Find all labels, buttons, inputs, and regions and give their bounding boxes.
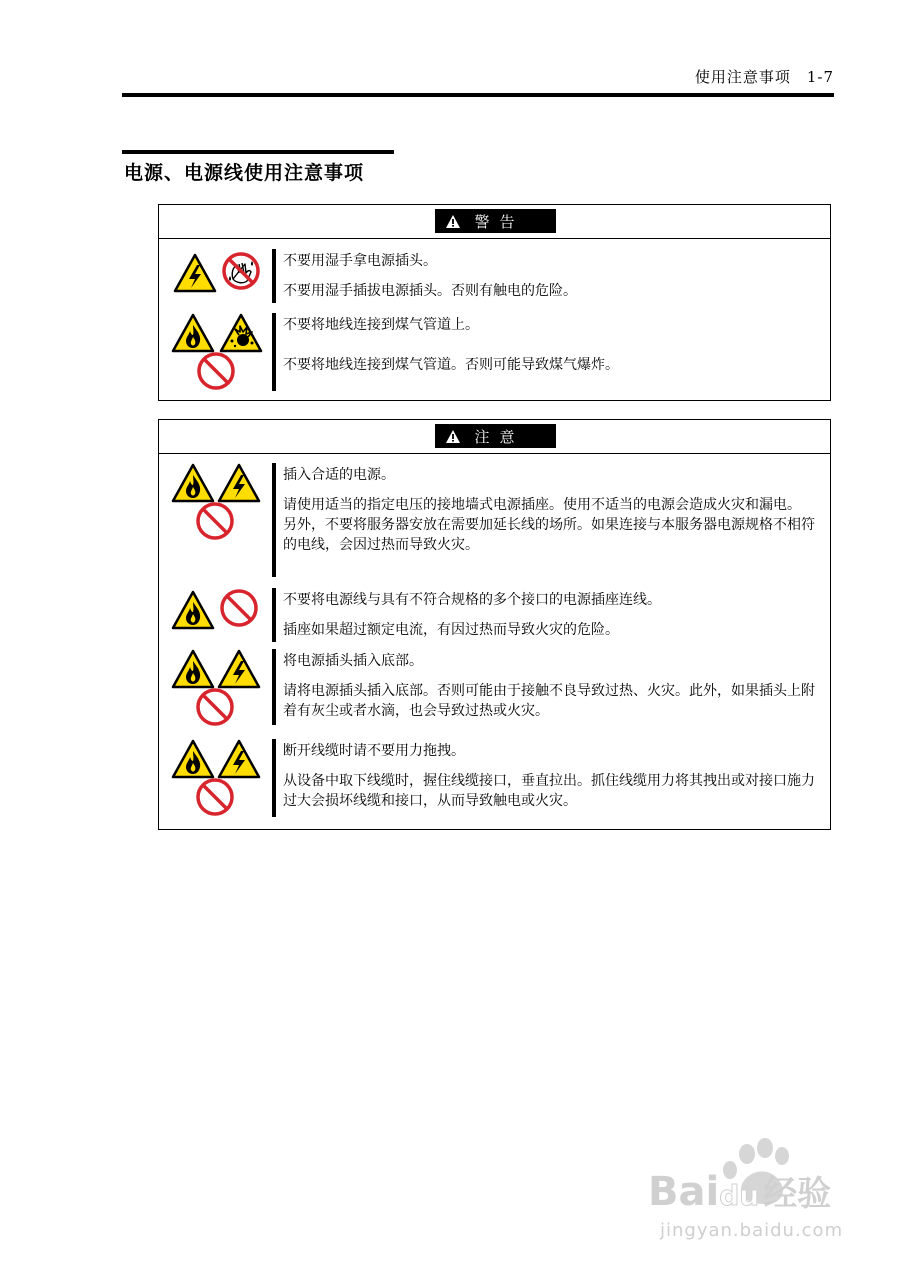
watermark-brand-du: du (719, 1179, 760, 1212)
entry-text (283, 251, 820, 301)
entry-bar (272, 649, 276, 725)
shock-warning-icon (173, 253, 217, 293)
watermark-url: jingyan.baidu.com (660, 1220, 844, 1241)
prohibition-icon (195, 777, 235, 817)
entry-bar (272, 463, 276, 577)
section-title: 电源、电源线使用注意事项 (124, 162, 365, 184)
entry-title: 不要将地线连接到煤气管道上。 (283, 317, 479, 333)
entry-title: 插入合适的电源。 (283, 467, 395, 483)
fire-warning-icon (171, 590, 215, 630)
entry-body: 请使用适当的指定电压的接地墙式电源插座。使用不适当的电源会造成火灾和漏电。 (283, 497, 801, 513)
entry-text (283, 465, 820, 555)
entry-bar (272, 739, 276, 817)
warning-header (159, 205, 830, 239)
shock-warning-icon (217, 649, 261, 689)
prohibition-icon (219, 588, 259, 628)
entry-bar (272, 588, 276, 642)
fire-warning-icon (171, 649, 215, 689)
prohibition-icon (195, 687, 235, 727)
entry-body: 从设备中取下线缆时，握住线缆接口，垂直拉出。抓住线缆用力将其拽出或对接口施力过大会损坏线缆和接口，从而导致触电或火灾。 (283, 773, 815, 809)
shock-warning-icon (217, 463, 261, 503)
baidu-jingyan-watermark (648, 1138, 858, 1248)
warning-label: 警告 (474, 212, 525, 231)
fire-warning-icon (171, 739, 215, 779)
prohibition-icon (196, 351, 236, 391)
alert-triangle-icon (445, 429, 461, 444)
entry-title: 断开线缆时请不要用力拖拽。 (283, 743, 465, 759)
fire-warning-icon (171, 313, 215, 353)
entry-bar (272, 249, 276, 303)
watermark-brand-cn: 经验 (763, 1174, 832, 1214)
entry-body: 插座如果超过额定电流，有因过热而导致火灾的危险。 (283, 622, 619, 638)
watermark-brand-latin: Bai (648, 1169, 720, 1215)
entry-body: 不要将地线连接到煤气管道。否则可能导致煤气爆炸。 (283, 357, 619, 373)
warning-box (158, 204, 831, 401)
entry-body: 另外，不要将服务器安放在需要加延长线的场所。如果连接与本服务器电源规格不相符的电线，会因过热而导致火灾。 (283, 517, 815, 553)
section-bar (122, 150, 394, 154)
entry-bar (272, 313, 276, 391)
prohibition-icon (195, 501, 235, 541)
no-wet-hands-icon (221, 251, 261, 291)
entry-text (283, 315, 820, 375)
entry-text (283, 590, 820, 640)
entry-text (283, 651, 820, 721)
entry-body: 不要用湿手插拔电源插头。否则有触电的危险。 (283, 283, 577, 299)
entry-title: 将电源插头插入底部。 (283, 653, 423, 669)
fire-warning-icon (171, 463, 215, 503)
entry-text (283, 741, 820, 811)
header-rule (122, 93, 834, 97)
warning-label-pill (435, 209, 556, 233)
watermark-brand (648, 1166, 831, 1215)
entry-title: 不要用湿手拿电源插头。 (283, 253, 437, 269)
alert-triangle-icon (445, 214, 461, 229)
caution-label: 注意 (474, 427, 525, 446)
caution-label-pill (435, 424, 556, 448)
page-header: 使用注意事项 1-7 (694, 68, 834, 86)
entry-title: 不要将电源线与具有不符合规格的多个接口的电源插座连线。 (283, 592, 661, 608)
shock-warning-icon (217, 739, 261, 779)
explosion-warning-icon (219, 313, 263, 353)
entry-body: 请将电源插头插入底部。否则可能由于接触不良导致过热、火灾。此外，如果插头上附着有灰尘或者水滴，也会导致过热或火灾。 (283, 683, 815, 719)
caution-box (158, 419, 831, 830)
caution-header (159, 420, 830, 454)
